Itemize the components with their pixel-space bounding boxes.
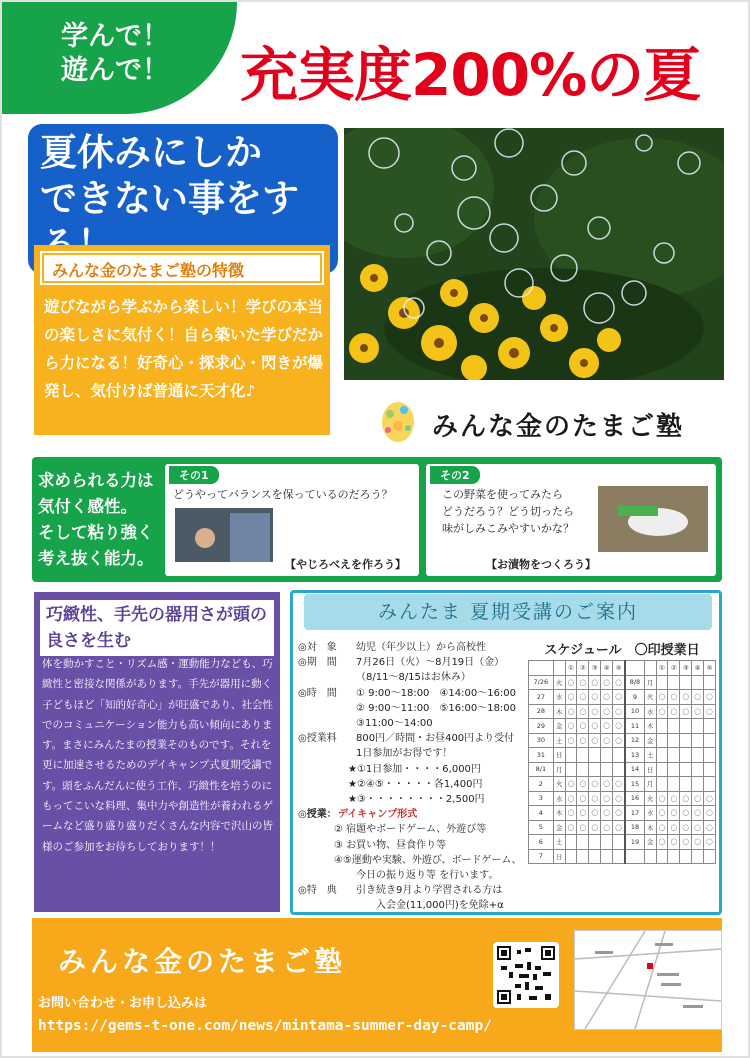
course-ribbon-title: みんたま 夏期受講のご案内: [377, 601, 639, 623]
schedule-cell: 〇: [565, 777, 577, 792]
schedule-cell: [692, 748, 704, 763]
qr-code[interactable]: [493, 942, 559, 1008]
schedule-cell: 〇: [656, 820, 668, 835]
schedule-cell: 〇: [692, 791, 704, 806]
schedule-cell: [656, 762, 668, 777]
fee-note: 1日参加がお得です！: [356, 748, 453, 760]
schedule-cell: 〇: [704, 835, 716, 850]
schedule-cell: 16: [625, 791, 644, 806]
class-1: ② 宿題やボードゲーム、外遊び等: [334, 824, 487, 836]
schedule-cell: 〇: [565, 719, 577, 734]
schedule-cell: 〇: [577, 791, 589, 806]
schedule-row: [529, 791, 716, 806]
schedule-cell: 〇: [589, 820, 601, 835]
schedule-cell: 9: [625, 690, 644, 705]
schedule-cell: 〇: [565, 791, 577, 806]
fee-label: ◎授業料: [298, 733, 337, 745]
time-1: ① 9:00～18:00 ④14:00～16:00: [356, 687, 517, 699]
schedule-cell: 〇: [680, 835, 692, 850]
schedule-cell: 〇: [668, 791, 680, 806]
schedule-cell: 14: [625, 762, 644, 777]
fee-value: 800円／時間・お昼400円より受付: [356, 733, 515, 745]
schedule-cell: 木: [644, 820, 656, 835]
badge-line-2: 遊んで！: [61, 55, 169, 86]
schedule-cell: 月: [644, 777, 656, 792]
schedule-cell: 〇: [577, 820, 589, 835]
period-label: ◎期 間: [298, 657, 337, 669]
schedule-header-row: [529, 661, 716, 676]
schedule-cell: ②: [668, 661, 680, 676]
schedule-cell: [704, 675, 716, 690]
schedule-cell: 木: [553, 806, 565, 821]
abilities-line-2: 気付く感性。: [38, 497, 137, 516]
schedule-cell: 〇: [656, 690, 668, 705]
schedule-cell: 〇: [601, 719, 613, 734]
schedule-cell: [656, 675, 668, 690]
schedule-cell: ②: [577, 661, 589, 676]
schedule-cell: 土: [553, 733, 565, 748]
schedule-cell: 〇: [601, 690, 613, 705]
schedule-row: [529, 820, 716, 835]
schedule-cell: ⑤: [704, 661, 716, 676]
logo-text: みんな金のたまご塾: [432, 412, 685, 442]
target-label: ◎対 象: [298, 642, 337, 653]
schedule-cell: 水: [553, 791, 565, 806]
main-title: 充実度200%の夏: [240, 41, 701, 109]
activity-card-1: [165, 464, 419, 576]
schedule-cell: 〇: [613, 675, 626, 690]
schedule-cell: 〇: [613, 719, 626, 734]
schedule-cell: [656, 748, 668, 763]
schedule-cell: [692, 777, 704, 792]
schedule-cell: ③: [680, 661, 692, 676]
schedule-cell: 土: [553, 835, 565, 850]
schedule-cell: [656, 733, 668, 748]
schedule-cell: ①: [656, 661, 668, 676]
schedule-cell: [529, 661, 554, 676]
schedule-cell: [601, 762, 613, 777]
schedule-cell: [704, 719, 716, 734]
schedule-cell: 〇: [692, 806, 704, 821]
fee-1: ★①1日参加・・・・6,000円: [348, 763, 481, 775]
schedule-body: [529, 661, 716, 864]
footer-url-link[interactable]: https://gems-t-one.com/news/mintama-summer-day-camp/: [38, 1018, 492, 1034]
schedule-cell: [577, 849, 589, 864]
schedule-cell: 〇: [565, 820, 577, 835]
schedule-cell: [692, 762, 704, 777]
schedule-cell: 19: [625, 835, 644, 850]
qr-code-icon: [497, 946, 555, 1004]
schedule-cell: 木: [644, 719, 656, 734]
perk-note: 入会金(11,000円)を免除+α: [376, 900, 504, 912]
location-map: [574, 930, 722, 1030]
schedule-cell: 〇: [589, 719, 601, 734]
schedule-cell: 日: [553, 849, 565, 864]
card-2-question: [442, 486, 574, 537]
schedule-cell: 金: [644, 733, 656, 748]
card-1-question: どうやってバランスを保っているのだろう？: [173, 488, 393, 501]
schedule-cell: 15: [625, 777, 644, 792]
schedule-cell: 〇: [680, 820, 692, 835]
schedule-cell: 3: [529, 791, 554, 806]
schedule-cell: 月: [644, 675, 656, 690]
schedule-cell: [565, 748, 577, 763]
schedule-cell: 〇: [577, 777, 589, 792]
perk-value: 引き続き9月より学習される方は: [356, 885, 503, 897]
schedule-cell: 8/1: [529, 762, 554, 777]
course-info: [298, 640, 523, 914]
schedule-cell: 〇: [565, 675, 577, 690]
schedule-cell: [601, 835, 613, 850]
schedule-cell: 〇: [668, 704, 680, 719]
schedule-cell: [589, 748, 601, 763]
schedule-cell: 〇: [589, 704, 601, 719]
schedule-cell: 〇: [589, 733, 601, 748]
schedule-row: [529, 719, 716, 734]
card-2-caption: 【お漬物をつくろう】: [486, 558, 596, 571]
schedule-cell: 土: [644, 748, 656, 763]
schedule-cell: 〇: [577, 704, 589, 719]
schedule-row: [529, 806, 716, 821]
schedule-cell: 〇: [704, 690, 716, 705]
schedule-cell: [613, 762, 626, 777]
schedule-cell: 〇: [577, 675, 589, 690]
schedule-cell: 〇: [601, 733, 613, 748]
schedule-cell: 12: [625, 733, 644, 748]
course-ribbon: [304, 594, 712, 630]
schedule-cell: 〇: [565, 690, 577, 705]
schedule-cell: 〇: [680, 690, 692, 705]
schedule-cell: 〇: [704, 820, 716, 835]
schedule-cell: 〇: [668, 835, 680, 850]
class-value: デイキャンプ形式: [338, 809, 418, 821]
schedule-cell: [704, 849, 716, 864]
schedule-cell: 〇: [613, 806, 626, 821]
schedule-cell: [692, 849, 704, 864]
schedule-cell: 〇: [565, 704, 577, 719]
schedule-cell: 〇: [680, 704, 692, 719]
schedule-cell: [644, 849, 656, 864]
card-1-photo-art: [175, 508, 273, 562]
schedule-table: [528, 660, 716, 864]
schedule-cell: [625, 849, 644, 864]
schedule-cell: 11: [625, 719, 644, 734]
card-2-question-line-1: この野菜を使ってみたら: [442, 488, 563, 501]
schedule-cell: [601, 849, 613, 864]
schedule-cell: ③: [589, 661, 601, 676]
schedule-cell: [680, 849, 692, 864]
schedule-cell: [589, 762, 601, 777]
schedule-cell: 金: [553, 719, 565, 734]
sub-title-line-1: 夏休みにしか: [40, 131, 262, 174]
map-art: [575, 931, 721, 1029]
schedule-row: [529, 777, 716, 792]
dexterity-heading: 巧緻性、手先の器用さが頭の良さを生む: [40, 600, 274, 656]
schedule-cell: 〇: [589, 777, 601, 792]
schedule-cell: 〇: [565, 806, 577, 821]
schedule-cell: ④: [692, 661, 704, 676]
schedule-cell: [668, 849, 680, 864]
schedule-cell: 〇: [692, 820, 704, 835]
schedule-cell: 〇: [613, 733, 626, 748]
bubbles-photo: [344, 128, 724, 380]
schedule-cell: 木: [553, 704, 565, 719]
schedule-cell: [692, 675, 704, 690]
schedule-cell: 〇: [656, 791, 668, 806]
schedule-cell: 29: [529, 719, 554, 734]
bubbles-photo-art: [344, 128, 724, 380]
schedule-cell: 日: [644, 762, 656, 777]
schedule-cell: 2: [529, 777, 554, 792]
schedule-cell: [668, 748, 680, 763]
class-4: 今日の振り返り等 を行います。: [356, 870, 499, 882]
schedule-cell: 〇: [577, 690, 589, 705]
schedule-row: [529, 762, 716, 777]
schedule-cell: 〇: [613, 777, 626, 792]
schedule-cell: 〇: [589, 675, 601, 690]
class-2: ③ お買い物、昼食作り等: [334, 839, 447, 851]
schedule-cell: 4: [529, 806, 554, 821]
schedule-cell: [589, 849, 601, 864]
schedule-cell: 〇: [577, 719, 589, 734]
schedule-cell: 火: [553, 777, 565, 792]
schedule-cell: [644, 661, 656, 676]
schedule-cell: [668, 777, 680, 792]
schedule-cell: [692, 719, 704, 734]
features-body: 遊びながら学ぶから楽しい！学びの本当の楽しさに気付く！自ら築いた学びだから力になる！好奇心・探求心・閃きが爆発し、気付けば普通に天才化♪: [44, 298, 324, 400]
schedule-cell: [625, 661, 644, 676]
abilities-line-1: 求められる力は: [38, 471, 154, 490]
schedule-cell: 火: [553, 675, 565, 690]
schedule-row: [529, 733, 716, 748]
schedule-cell: 10: [625, 704, 644, 719]
schedule-cell: 水: [553, 690, 565, 705]
features-heading-box: [42, 253, 322, 283]
target-value: 幼児（年少以上）から高校性: [356, 642, 486, 653]
schedule-row: [529, 849, 716, 864]
schedule-cell: 〇: [656, 806, 668, 821]
badge-line-1: 学んで！: [61, 21, 169, 52]
schedule-cell: 27: [529, 690, 554, 705]
golden-egg-icon: [378, 396, 418, 444]
schedule-cell: 〇: [589, 791, 601, 806]
schedule-cell: 7: [529, 849, 554, 864]
schedule-cell: [565, 762, 577, 777]
schedule-cell: [668, 762, 680, 777]
schedule-cell: [704, 762, 716, 777]
features-box: [34, 245, 330, 435]
sub-title-line-2: できない事をす: [40, 177, 299, 220]
schedule-cell: 〇: [692, 835, 704, 850]
schedule-cell: 〇: [601, 791, 613, 806]
abilities-line-3: そして粘り強く: [38, 523, 154, 542]
schedule-cell: 〇: [668, 806, 680, 821]
schedule-row: [529, 835, 716, 850]
schedule-cell: 〇: [601, 806, 613, 821]
schedule-cell: ④: [601, 661, 613, 676]
schedule-cell: 〇: [668, 820, 680, 835]
schedule-cell: 〇: [613, 704, 626, 719]
schedule-cell: 日: [553, 748, 565, 763]
schedule-cell: [613, 835, 626, 850]
schedule-cell: 〇: [589, 806, 601, 821]
schedule-cell: [704, 748, 716, 763]
schedule-cell: 8/8: [625, 675, 644, 690]
card-1-tag: その1: [169, 466, 219, 484]
schedule-cell: 〇: [577, 806, 589, 821]
schedule-cell: 5: [529, 820, 554, 835]
schedule-cell: 火: [644, 791, 656, 806]
schedule-cell: 水: [644, 704, 656, 719]
class-label: ◎授業：: [298, 809, 337, 821]
schedule-cell: [680, 719, 692, 734]
schedule-cell: 〇: [692, 704, 704, 719]
schedule-cell: 〇: [668, 690, 680, 705]
card-2-photo: [598, 486, 708, 552]
activity-card-2: [426, 464, 716, 576]
schedule-cell: 28: [529, 704, 554, 719]
schedule-cell: [656, 849, 668, 864]
card-1-photo: [175, 508, 273, 562]
schedule-cell: 6: [529, 835, 554, 850]
schedule-cell: [704, 733, 716, 748]
abilities-line-4: 考え抜く能力。: [38, 549, 154, 568]
class-3: ④⑤運動や実験、外遊び、ボードゲーム、: [334, 854, 522, 866]
schedule-row: [529, 675, 716, 690]
schedule-cell: [589, 835, 601, 850]
schedule-cell: 〇: [704, 806, 716, 821]
dexterity-body: 体を動かすこと・リズム感・運動能力なども、巧緻性と密接な関係があります。手先が器用に動く子どもほど「知的好奇心」が旺盛であり、社会性でのコミュニケーション能力も高い傾向にあります。まさにみんたまの授業そのものです。それを更に加速させるためのデイキャンプ式夏期受講です。頭をふんだんに使う工作、巧緻性を培うのにもってこいな料理、集中力や創造性が養われるゲームなど盛り盛り盛りだくさんな内容で沢山の皆様のご参加をお待ちしております！！: [42, 658, 273, 853]
schedule-cell: [668, 675, 680, 690]
schedule-cell: [577, 835, 589, 850]
schedule-cell: 18: [625, 820, 644, 835]
fee-2: ★②④⑤・・・・・各1,400円: [348, 778, 483, 790]
schedule-cell: 〇: [680, 806, 692, 821]
schedule-cell: [680, 733, 692, 748]
schedule-cell: 30: [529, 733, 554, 748]
schedule-cell: 〇: [680, 791, 692, 806]
schedule-cell: 火: [644, 690, 656, 705]
schedule-cell: [680, 762, 692, 777]
schedule-row: [529, 690, 716, 705]
schedule-cell: 〇: [656, 835, 668, 850]
schedule-row: [529, 704, 716, 719]
period-value: 7月26日（火）～8月19日（金）: [356, 657, 505, 669]
card-2-question-line-3: 味がしみこみやすいかな？: [442, 522, 574, 535]
schedule-cell: ①: [565, 661, 577, 676]
schedule-cell: 金: [553, 820, 565, 835]
schedule-cell: [692, 733, 704, 748]
schedule-cell: [680, 777, 692, 792]
schedule-cell: 〇: [613, 690, 626, 705]
schedule-cell: 17: [625, 806, 644, 821]
schedule-cell: [656, 719, 668, 734]
perk-label: ◎特 典: [298, 885, 337, 897]
schedule-cell: 〇: [577, 733, 589, 748]
schedule-title: スケジュール 〇印授業日: [544, 643, 700, 658]
schedule-cell: 〇: [613, 820, 626, 835]
schedule-cell: 〇: [601, 704, 613, 719]
schedule-cell: [565, 835, 577, 850]
time-2: ② 9:00～11:00 ⑤16:00～18:00: [356, 702, 517, 714]
schedule-cell: 〇: [704, 704, 716, 719]
schedule-cell: 7/26: [529, 675, 554, 690]
card-1-caption: 【やじろべえを作ろう】: [285, 558, 406, 571]
schedule-cell: [613, 849, 626, 864]
schedule-cell: [577, 762, 589, 777]
schedule-cell: 月: [553, 762, 565, 777]
card-2-photo-art: [598, 486, 708, 552]
schedule-cell: 〇: [613, 791, 626, 806]
schedule-cell: [656, 777, 668, 792]
fee-3: ★③・・・・・・・・2,500円: [348, 794, 485, 806]
school-logo: [378, 396, 718, 446]
footer-school-name: みんな金のたまご塾: [58, 945, 347, 978]
schedule-cell: [668, 719, 680, 734]
time-label: ◎時 間: [298, 687, 337, 699]
schedule-cell: 〇: [704, 791, 716, 806]
period-note: （8/11～8/15はお休み）: [356, 672, 471, 684]
abilities-text: [38, 468, 163, 572]
schedule-cell: 〇: [692, 690, 704, 705]
schedule-cell: 13: [625, 748, 644, 763]
schedule-cell: 31: [529, 748, 554, 763]
schedule-cell: [680, 748, 692, 763]
footer-inquiry: お問い合わせ・お申し込みは: [38, 996, 208, 1011]
schedule-cell: [577, 748, 589, 763]
card-2-tag: その2: [430, 466, 480, 484]
schedule-cell: 〇: [601, 675, 613, 690]
schedule-cell: [553, 661, 565, 676]
header-badge-text: [40, 20, 190, 88]
schedule-cell: [613, 748, 626, 763]
schedule-cell: [668, 733, 680, 748]
schedule-cell: 〇: [601, 777, 613, 792]
schedule-cell: [680, 675, 692, 690]
dexterity-box: [34, 592, 280, 912]
schedule-cell: 〇: [656, 704, 668, 719]
schedule-cell: [601, 748, 613, 763]
schedule-cell: 〇: [601, 820, 613, 835]
schedule-cell: [565, 849, 577, 864]
card-2-question-line-2: どうだろう？どう切ったら: [442, 505, 574, 518]
schedule-cell: 〇: [589, 690, 601, 705]
schedule-cell: [704, 777, 716, 792]
schedule-cell: ⑤: [613, 661, 626, 676]
features-heading: みんな金のたまご塾の特徴: [52, 261, 245, 280]
schedule-row: [529, 748, 716, 763]
schedule-cell: 金: [644, 835, 656, 850]
schedule-cell: 〇: [565, 733, 577, 748]
time-3: ③11:00～14:00: [356, 718, 433, 730]
schedule-cell: 水: [644, 806, 656, 821]
